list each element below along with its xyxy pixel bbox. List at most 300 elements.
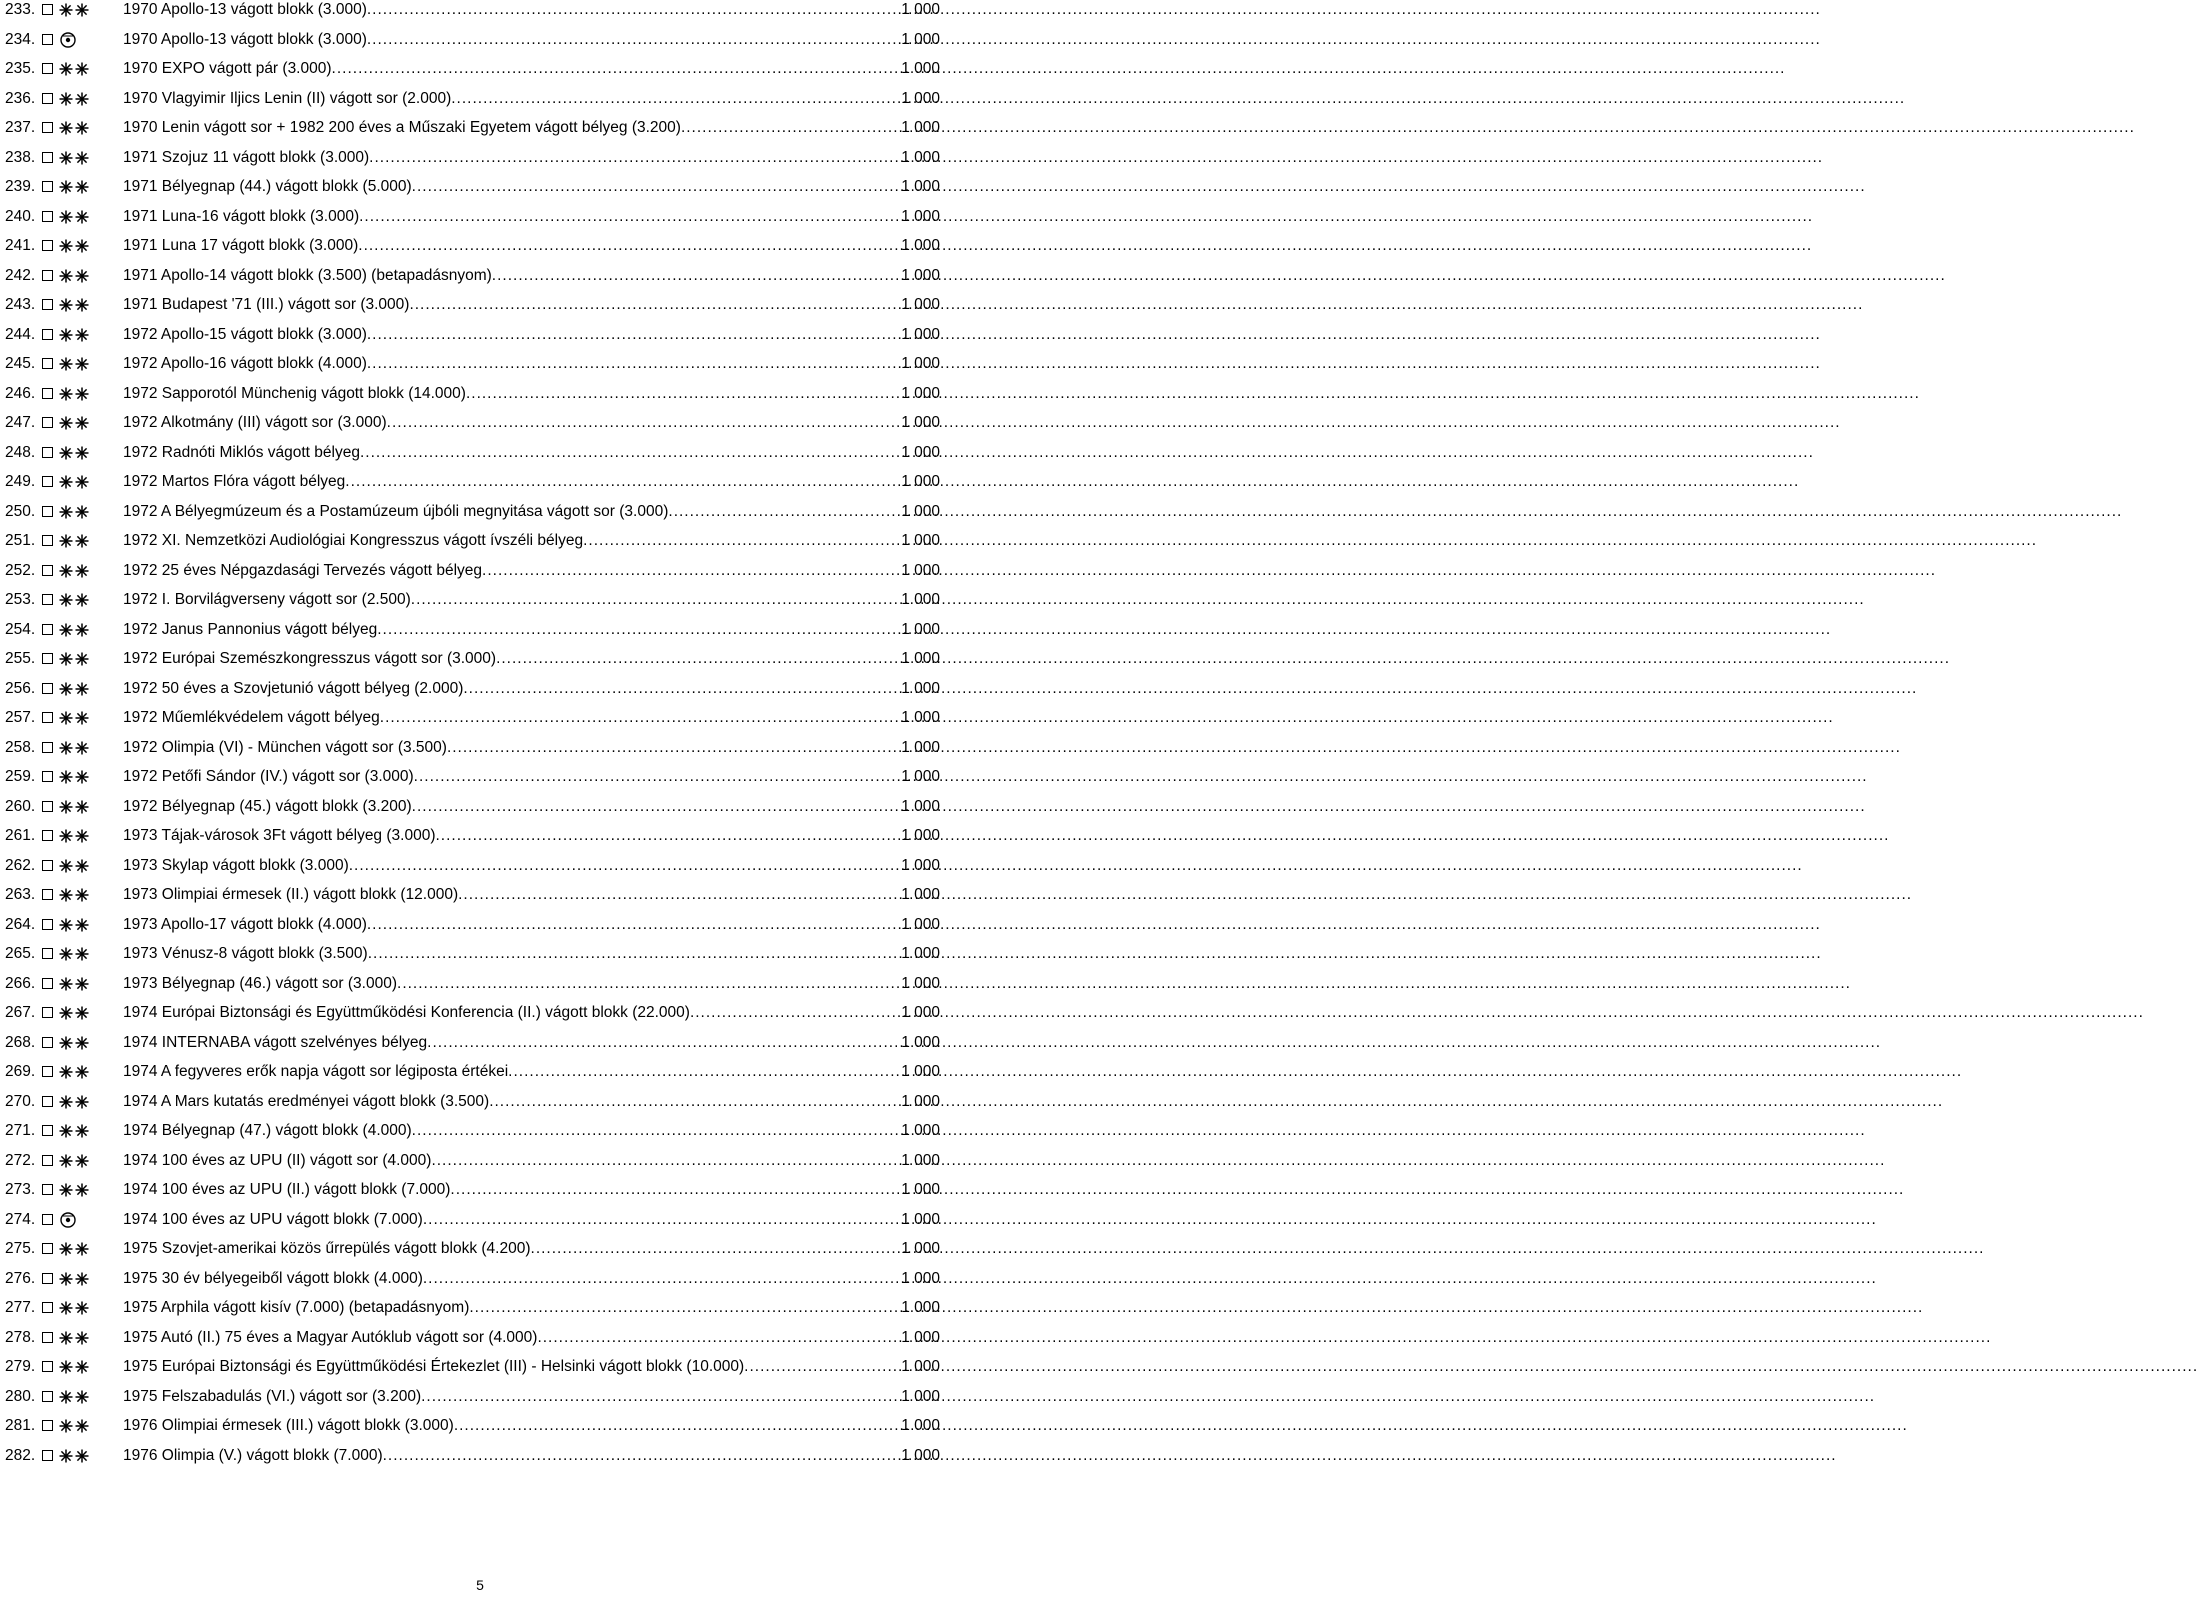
- item-number: 265.: [5, 945, 36, 962]
- mint-icon: [59, 354, 99, 374]
- checkbox[interactable]: [42, 1214, 53, 1225]
- item-number: 267.: [5, 1004, 36, 1021]
- item-line: [123, 531, 940, 551]
- checkbox[interactable]: [42, 565, 53, 576]
- dot-leader: [368, 944, 901, 964]
- item-description: 1974 100 éves az UPU (II) vágott sor (4.000): [123, 1151, 432, 1169]
- checkbox[interactable]: [42, 1273, 53, 1284]
- mint-icon: [59, 59, 99, 79]
- item-price: 1 000: [901, 620, 940, 638]
- item-line: [123, 1328, 940, 1348]
- checkbox[interactable]: [42, 624, 53, 635]
- item-description: 1971 Luna-16 vágott blokk (3.000): [123, 207, 360, 225]
- item-number: 266.: [5, 974, 36, 992]
- mint-icon: [59, 1298, 99, 1318]
- item-description: 1972 Martos Flóra vágott bélyeg: [123, 473, 346, 490]
- item-description: 1972 Olimpia (VI) - München vágott sor (3.500): [123, 738, 447, 756]
- mint-icon: [59, 915, 99, 935]
- item-description: 1976 Olimpia (V.) vágott blokk (7.000): [123, 1446, 383, 1464]
- checkbox[interactable]: [42, 1332, 53, 1343]
- item-price: 1 000: [901, 709, 940, 726]
- item-number: 271.: [5, 1122, 36, 1139]
- item-number: 250.: [5, 502, 36, 520]
- list-item: [0, 1151, 960, 1181]
- item-description: 1971 Budapest '71 (III.) vágott sor (3.000): [123, 296, 410, 313]
- mint-icon: [59, 1062, 99, 1082]
- mint-icon: [59, 1003, 99, 1023]
- item-line: [123, 1033, 940, 1053]
- item-line: [123, 59, 940, 79]
- mint-icon: [59, 472, 99, 492]
- checkbox[interactable]: [42, 329, 53, 340]
- item-price: 1 000: [901, 1387, 940, 1405]
- dot-leader: [423, 1210, 901, 1230]
- checkbox[interactable]: [42, 1037, 53, 1048]
- dot-leader: [360, 443, 901, 463]
- checkbox[interactable]: [42, 1096, 53, 1107]
- item-number: 245.: [5, 355, 36, 372]
- checkbox[interactable]: [42, 978, 53, 989]
- list-item: [0, 325, 960, 355]
- checkbox[interactable]: [42, 122, 53, 133]
- dot-leader: [447, 738, 901, 758]
- mint-icon: [59, 177, 99, 197]
- dot-leader: [359, 207, 901, 227]
- item-description: 1974 Bélyegnap (47.) vágott blokk (4.000): [123, 1122, 412, 1139]
- dot-leader: [450, 1180, 901, 1200]
- checkbox[interactable]: [42, 860, 53, 871]
- dot-leader: [508, 1062, 901, 1082]
- item-price: 1 000: [901, 768, 940, 785]
- item-description: 1970 Apollo-13 vágott blokk (3.000): [123, 1, 367, 18]
- checkbox[interactable]: [42, 211, 53, 222]
- mint-icon: [59, 885, 99, 905]
- item-price: 1 000: [901, 296, 940, 313]
- item-price: 1 000: [901, 532, 940, 549]
- item-price: 1 000: [901, 1417, 940, 1434]
- item-description: 1973 Vénusz-8 vágott blokk (3.500): [123, 945, 368, 962]
- item-price: 1 000: [901, 89, 940, 107]
- item-line: [123, 590, 940, 610]
- stamped-icon: [59, 1210, 99, 1230]
- item-number: 237.: [5, 119, 36, 136]
- item-description: 1972 Apollo-15 vágott blokk (3.000): [123, 325, 367, 343]
- item-number: 256.: [5, 679, 36, 697]
- item-number: 246.: [5, 384, 36, 402]
- mint-icon: [59, 1269, 99, 1289]
- item-number: 258.: [5, 738, 36, 756]
- checkbox[interactable]: [42, 1391, 53, 1402]
- mint-icon: [59, 295, 99, 315]
- list-item: [0, 1239, 960, 1269]
- item-number: 277.: [5, 1299, 36, 1316]
- item-price: 1 000: [901, 1240, 940, 1257]
- dot-leader: [531, 1239, 902, 1259]
- checkbox[interactable]: [42, 34, 53, 45]
- checkbox[interactable]: [42, 417, 53, 428]
- checkbox[interactable]: [42, 771, 53, 782]
- dot-leader: [358, 236, 901, 256]
- item-number: 244.: [5, 325, 36, 343]
- list-item: [0, 649, 960, 679]
- item-description: 1972 XI. Nemzetközi Audiológiai Kongresszus vágott ívszéli bélyeg: [123, 532, 584, 549]
- dot-leader: [537, 1328, 901, 1348]
- item-number: 248.: [5, 443, 36, 461]
- item-description: 1970 Vlagyimir Iljics Lenin (II) vágott sor (2.000): [123, 89, 452, 107]
- item-price: 1 000: [901, 1063, 940, 1080]
- list-item: [0, 89, 960, 119]
- item-price: 1 000: [901, 738, 940, 756]
- item-line: [123, 738, 940, 758]
- mint-icon: [59, 236, 99, 256]
- dot-leader: [367, 354, 901, 374]
- checkbox[interactable]: [42, 447, 53, 458]
- dot-leader: [387, 413, 902, 433]
- dot-leader: [431, 1151, 901, 1171]
- item-price: 1 000: [901, 886, 940, 903]
- item-number: 274.: [5, 1210, 36, 1228]
- mint-icon: [59, 1387, 99, 1407]
- item-price: 1 000: [901, 1328, 940, 1346]
- mint-icon: [59, 1446, 99, 1466]
- checkbox[interactable]: [42, 358, 53, 369]
- item-price: 1 000: [901, 178, 940, 195]
- item-line: [123, 1210, 940, 1230]
- checkbox[interactable]: [42, 270, 53, 281]
- mint-icon: [59, 590, 99, 610]
- item-line: [123, 767, 940, 787]
- mint-icon: [59, 649, 99, 669]
- checkbox[interactable]: [42, 240, 53, 251]
- mint-icon: [59, 325, 99, 345]
- checkbox[interactable]: [42, 1184, 53, 1195]
- mint-icon: [59, 679, 99, 699]
- item-description: 1974 100 éves az UPU vágott blokk (7.000): [123, 1210, 423, 1228]
- checkbox[interactable]: [42, 535, 53, 546]
- mint-icon: [59, 118, 99, 138]
- dot-leader: [668, 502, 901, 522]
- item-number: 262.: [5, 856, 36, 874]
- item-number: 268.: [5, 1033, 36, 1051]
- item-description: 1972 Apollo-16 vágott blokk (4.000): [123, 355, 367, 372]
- checkbox[interactable]: [42, 653, 53, 664]
- mint-icon: [59, 708, 99, 728]
- checkbox[interactable]: [42, 506, 53, 517]
- dot-leader: [332, 59, 902, 79]
- list-item: [0, 413, 960, 443]
- item-price: 1 000: [901, 384, 940, 402]
- item-line: [123, 1092, 940, 1112]
- item-price: 1 000: [901, 414, 940, 431]
- item-number: 251.: [5, 532, 36, 549]
- mint-icon: [59, 738, 99, 758]
- item-price: 1 000: [901, 1122, 940, 1139]
- item-line: [123, 118, 940, 138]
- item-line: [123, 1298, 940, 1318]
- mint-icon: [59, 1092, 99, 1112]
- dot-leader: [412, 1121, 902, 1141]
- list-item: [0, 708, 960, 738]
- item-line: [123, 561, 940, 581]
- item-description: 1975 Szovjet-amerikai közös űrrepülés vágott blokk (4.200): [123, 1240, 531, 1257]
- dot-leader: [744, 1357, 901, 1377]
- list-item: [0, 1416, 960, 1446]
- checkbox[interactable]: [42, 4, 53, 15]
- item-line: [123, 1151, 940, 1171]
- dot-leader: [427, 1033, 901, 1053]
- mint-icon: [59, 443, 99, 463]
- dot-leader: [367, 915, 901, 935]
- checkbox[interactable]: [42, 1155, 53, 1166]
- item-number: 263.: [5, 886, 36, 903]
- item-line: [123, 1357, 940, 1377]
- mint-icon: [59, 89, 99, 109]
- checkbox[interactable]: [42, 476, 53, 487]
- checkbox[interactable]: [42, 948, 53, 959]
- item-description: 1974 A Mars kutatás eredményei vágott blokk (3.500): [123, 1092, 490, 1110]
- checkbox[interactable]: [42, 594, 53, 605]
- list-item: [0, 944, 960, 974]
- checkbox[interactable]: [42, 152, 53, 163]
- list-item: [0, 472, 960, 502]
- list-item: [0, 0, 960, 30]
- list-item: [0, 1446, 960, 1476]
- mint-icon: [59, 620, 99, 640]
- item-line: [123, 708, 940, 728]
- mint-icon: [59, 207, 99, 227]
- item-number: 261.: [5, 827, 36, 844]
- item-number: 240.: [5, 207, 36, 225]
- item-description: 1974 Európai Biztonsági és Együttműködési Konferencia (II.) vágott blokk (22.000): [123, 1004, 690, 1021]
- checkbox[interactable]: [42, 388, 53, 399]
- item-line: [123, 620, 940, 640]
- item-description: 1972 50 éves a Szovjetunió vágott bélyeg (2.000): [123, 679, 464, 697]
- item-price: 1 000: [901, 1004, 940, 1021]
- item-description: 1972 Janus Pannonius vágott bélyeg: [123, 620, 378, 638]
- item-number: 264.: [5, 915, 36, 933]
- item-description: 1972 Radnóti Miklós vágott bélyeg: [123, 443, 360, 461]
- list-item: [0, 531, 960, 561]
- list-item: [0, 620, 960, 650]
- item-number: 243.: [5, 296, 36, 313]
- item-price: 1 000: [901, 591, 940, 608]
- checkbox[interactable]: [42, 919, 53, 930]
- item-price: 1 000: [901, 355, 940, 372]
- item-line: [123, 915, 940, 935]
- item-description: 1972 Alkotmány (III) vágott sor (3.000): [123, 414, 387, 431]
- checkbox[interactable]: [42, 1302, 53, 1313]
- checkbox[interactable]: [42, 889, 53, 900]
- item-price: 1 000: [901, 1446, 940, 1464]
- mint-icon: [59, 797, 99, 817]
- list-item: [0, 1269, 960, 1299]
- item-number: 259.: [5, 768, 36, 785]
- dot-leader: [435, 826, 901, 846]
- list-item: [0, 384, 960, 414]
- item-number: 272.: [5, 1151, 36, 1169]
- dot-leader: [583, 531, 901, 551]
- list-item: [0, 974, 960, 1004]
- item-description: 1973 Skylap vágott blokk (3.000): [123, 856, 349, 874]
- list-item: [0, 502, 960, 532]
- item-number: 241.: [5, 237, 36, 254]
- item-price: 1 000: [901, 148, 940, 166]
- item-price: 1 000: [901, 856, 940, 874]
- checkbox[interactable]: [42, 801, 53, 812]
- item-description: 1971 Szojuz 11 vágott blokk (3.000): [123, 148, 370, 166]
- checkbox[interactable]: [42, 830, 53, 841]
- item-price: 1 000: [901, 827, 940, 844]
- mint-icon: [59, 826, 99, 846]
- item-line: [123, 0, 940, 20]
- item-description: 1972 25 éves Népgazdasági Tervezés vágott bélyeg: [123, 561, 483, 579]
- item-line: [123, 443, 940, 463]
- checkbox[interactable]: [42, 63, 53, 74]
- checkbox[interactable]: [42, 742, 53, 753]
- dot-leader: [367, 325, 901, 345]
- dot-leader: [469, 1298, 901, 1318]
- list-item: [0, 443, 960, 473]
- list-item: [0, 738, 960, 768]
- checkbox[interactable]: [42, 1420, 53, 1431]
- item-description: 1976 Olimpiai érmesek (III.) vágott blokk (3.000): [123, 1417, 454, 1434]
- item-description: 1975 Arphila vágott kisív (7.000) (betapadásnyom): [123, 1299, 470, 1316]
- checkbox[interactable]: [42, 1007, 53, 1018]
- list-item: [0, 1003, 960, 1033]
- item-number: 279.: [5, 1358, 36, 1375]
- item-price: 1 000: [901, 1358, 940, 1375]
- item-description: 1972 Petőfi Sándor (IV.) vágott sor (3.000): [123, 768, 414, 785]
- checkbox[interactable]: [42, 683, 53, 694]
- item-description: 1975 Európai Biztonsági és Együttműködési Értekezlet (III) - Helsinki vágott blokk (10.000): [123, 1358, 745, 1375]
- item-description: 1974 100 éves az UPU (II.) vágott blokk (7.000): [123, 1181, 451, 1198]
- item-price: 1 000: [901, 679, 940, 697]
- list-item: [0, 1062, 960, 1092]
- item-number: 249.: [5, 473, 36, 490]
- item-price: 1 000: [901, 1, 940, 18]
- checkbox[interactable]: [42, 712, 53, 723]
- list-item: [0, 207, 960, 237]
- checkbox[interactable]: [42, 299, 53, 310]
- checkbox[interactable]: [42, 1243, 53, 1254]
- item-number: 254.: [5, 620, 36, 638]
- item-price: 1 000: [901, 1210, 940, 1228]
- dot-leader: [458, 885, 901, 905]
- mint-icon: [59, 1180, 99, 1200]
- item-description: 1972 Bélyegnap (45.) vágott blokk (3.200): [123, 797, 412, 815]
- mint-icon: [59, 0, 99, 20]
- item-price: 1 000: [901, 1299, 940, 1316]
- item-line: [123, 679, 940, 699]
- mint-icon: [59, 1416, 99, 1436]
- checkbox[interactable]: [42, 93, 53, 104]
- item-line: [123, 974, 940, 994]
- item-number: 247.: [5, 414, 36, 431]
- mint-icon: [59, 1151, 99, 1171]
- mint-icon: [59, 1121, 99, 1141]
- stamped-icon: [59, 30, 99, 50]
- item-price: 1 000: [901, 473, 940, 490]
- list-item: [0, 354, 960, 384]
- item-line: [123, 1180, 940, 1200]
- item-price: 1 000: [901, 237, 940, 254]
- checkbox[interactable]: [42, 1361, 53, 1372]
- item-price: 1 000: [901, 119, 940, 136]
- mint-icon: [59, 413, 99, 433]
- item-description: 1975 Felszabadulás (VI.) vágott sor (3.200): [123, 1387, 422, 1405]
- item-description: 1972 Sapporotól Münchenig vágott blokk (14.000): [123, 384, 466, 402]
- list-item: [0, 236, 960, 266]
- item-number: 273.: [5, 1181, 36, 1198]
- checkbox[interactable]: [42, 1450, 53, 1461]
- item-number: 234.: [5, 30, 36, 48]
- list-item: [0, 295, 960, 325]
- item-number: 281.: [5, 1417, 36, 1434]
- item-line: [123, 1446, 940, 1466]
- dot-leader: [367, 0, 901, 20]
- dot-leader: [349, 856, 901, 876]
- item-line: [123, 885, 940, 905]
- item-number: 242.: [5, 266, 36, 284]
- list-item: [0, 767, 960, 797]
- item-number: 275.: [5, 1240, 36, 1257]
- dot-leader: [383, 1446, 902, 1466]
- item-price: 1 000: [901, 974, 940, 992]
- item-price: 1 000: [901, 30, 940, 48]
- list-item: [0, 30, 960, 60]
- list-item: [0, 885, 960, 915]
- item-number: 233.: [5, 1, 36, 18]
- item-description: 1973 Apollo-17 vágott blokk (4.000): [123, 915, 367, 933]
- item-description: 1970 EXPO vágott pár (3.000): [123, 60, 332, 77]
- dot-leader: [412, 177, 902, 197]
- list-item: [0, 679, 960, 709]
- dot-leader: [463, 679, 901, 699]
- item-line: [123, 354, 940, 374]
- checkbox[interactable]: [42, 181, 53, 192]
- item-line: [123, 1416, 940, 1436]
- dot-leader: [690, 1003, 901, 1023]
- list-item: [0, 915, 960, 945]
- item-number: 253.: [5, 591, 36, 608]
- item-number: 269.: [5, 1063, 36, 1080]
- item-price: 1 000: [901, 1151, 940, 1169]
- dot-leader: [377, 620, 901, 640]
- item-number: 235.: [5, 60, 36, 77]
- list-item: [0, 797, 960, 827]
- mint-icon: [59, 502, 99, 522]
- item-description: 1970 Apollo-13 vágott blokk (3.000): [123, 30, 367, 48]
- item-description: 1970 Lenin vágott sor + 1982 200 éves a Műszaki Egyetem vágott bélyeg (3.200): [123, 119, 681, 136]
- item-line: [123, 1121, 940, 1141]
- checkbox[interactable]: [42, 1066, 53, 1077]
- item-description: 1971 Luna 17 vágott blokk (3.000): [123, 237, 359, 254]
- item-price: 1 000: [901, 915, 940, 933]
- list-item: [0, 177, 960, 207]
- item-line: [123, 502, 940, 522]
- item-number: 280.: [5, 1387, 36, 1405]
- list-item: [0, 1033, 960, 1063]
- list-item: [0, 1298, 960, 1328]
- item-number: 257.: [5, 709, 36, 726]
- item-price: 1 000: [901, 1092, 940, 1110]
- item-line: [123, 1269, 940, 1289]
- checkbox[interactable]: [42, 1125, 53, 1136]
- item-price: 1 000: [901, 561, 940, 579]
- list-item: [0, 1210, 960, 1240]
- item-line: [123, 148, 940, 168]
- list-item: [0, 1180, 960, 1210]
